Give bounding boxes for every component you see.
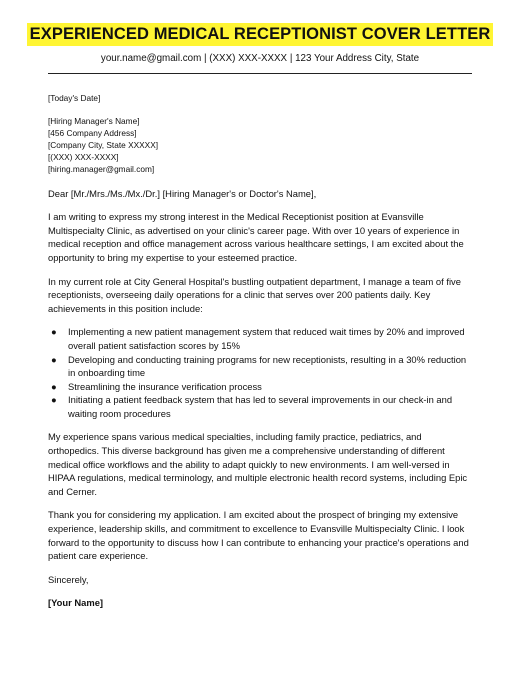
recipient-line: [456 Company Address] [48,128,137,139]
list-item-text: Developing and conducting training programs for new receptionists, resulting in a 30% reduction in onboarding time [68,353,467,379]
signature: [Your Name] [48,597,104,609]
bullet-icon: ● [51,326,57,338]
list-item-text: Implementing a new patient management system that reduced wait times by 20% and improved overall patient satisfaction scores by 15% [68,326,465,351]
paragraph-experience: My experience spans various medical specialties, including family practice, pediatrics, and orthopedics. This diverse background has given me a comprehensive understanding of different medical office workflows and the ability to adapt quickly to new environments. I am well-versed in HIPAA regulations, medical terminology, and multiple electronic health record systems, including Epic and Cerner. [48,431,468,497]
paragraph-closing: Thank you for considering my application. I am excited about the prospect of bringing my extensive experience, leadership skills, and commitment to excellence to Evansville Multispecialty Clinic. I look forward to the opportunity to discuss how I can contribute to enhancing your practice's operations and patient care experience. [48,509,469,562]
salutation: Dear [Mr./Mrs./Ms./Mx./Dr.] [Hiring Manager's or Doctor's Name], [48,187,317,199]
list-item [48,393,472,420]
recipient-line: [hiring.manager@gmail.com] [48,164,155,175]
list-item [48,325,472,352]
list-item-text: Streamlining the insurance verification process [68,380,262,392]
list-item [48,380,472,394]
achievements-list [48,325,472,420]
contact-line: your.name@gmail.com | (XXX) XXX-XXXX | 123 Your Address City, State [100,53,420,64]
bullet-icon: ● [51,394,57,406]
recipient-line: [Company City, State XXXXX] [48,140,159,151]
page-title: EXPERIENCED MEDICAL RECEPTIONIST COVER LETTER [27,23,494,46]
closing-line: Sincerely, [48,573,89,585]
header-divider [48,73,472,74]
bullet-icon: ● [51,380,57,392]
recipient-block [48,115,472,175]
bullet-icon: ● [51,353,57,365]
letter-body [48,92,472,610]
letter-date: [Today's Date] [48,93,101,103]
recipient-line: [(XXX) XXX-XXXX] [48,152,119,163]
recipient-line: [Hiring Manager's Name] [48,116,140,127]
list-item-text: Initiating a patient feedback system that has led to several improvements in our check-in and waiting room procedures [68,394,453,419]
title-container [0,23,520,46]
list-item [48,353,472,380]
paragraph-current-role: In my current role at City General Hospital's bustling outpatient department, I manage a team of five receptionists, overseeing daily operations for a clinic that serves over 200 patients daily. Key achievements in this position include: [48,275,461,314]
paragraph-intro: I am writing to express my strong interest in the Medical Receptionist position at Evansville Multispecialty Clinic, as advertised on your clinic's career page. With over 10 years of experience in medical reception and office management across various healthcare settings, I am excited about the opportunity to bring my expertise to your esteemed practice. [48,211,464,263]
